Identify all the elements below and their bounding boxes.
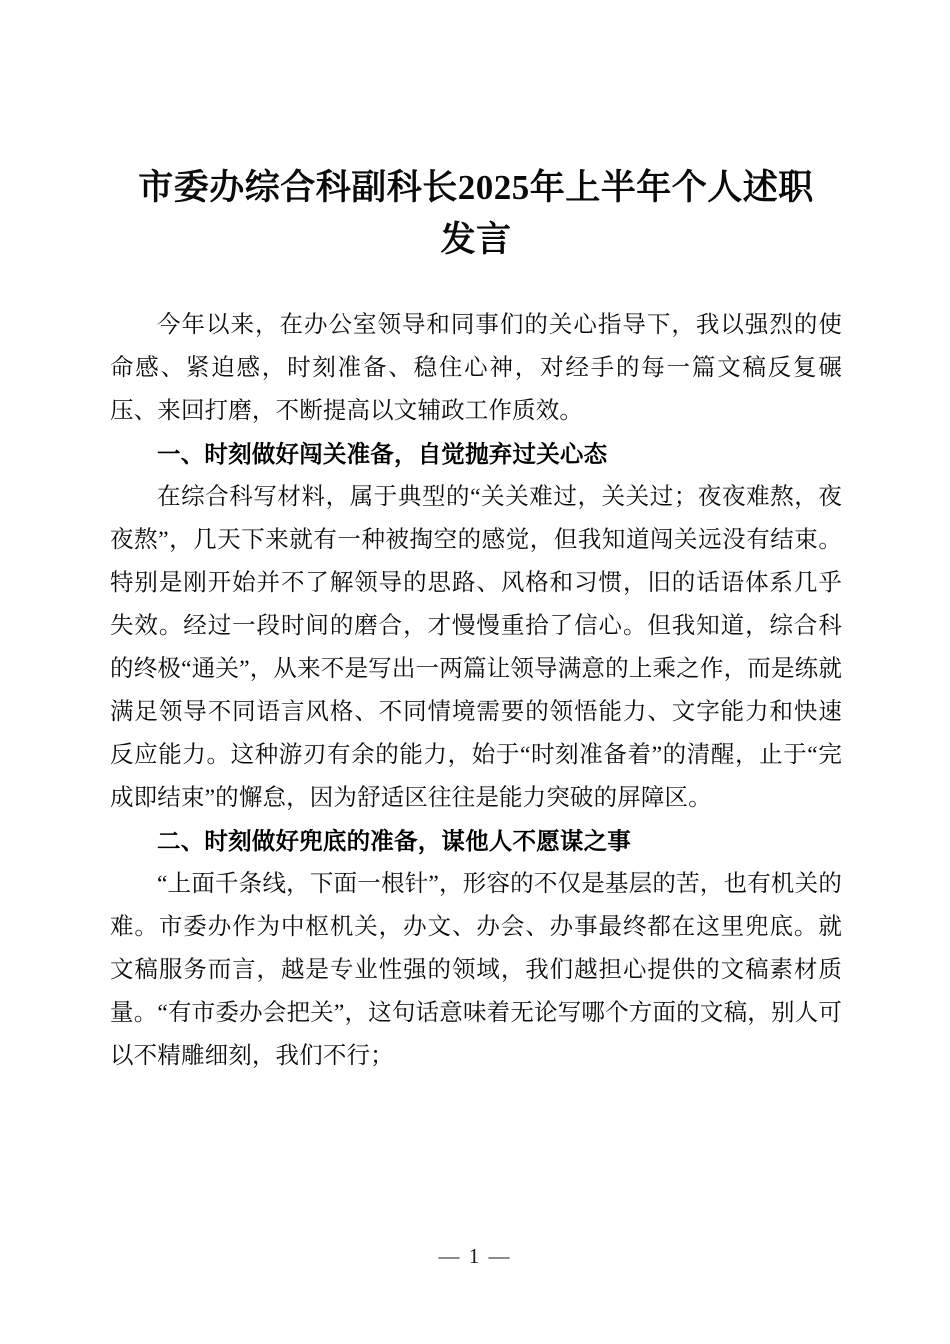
paragraph-intro: 今年以来，在办公室领导和同事们的关心指导下，我以强烈的使命感、紧迫感，时刻准备、稳住心神，对经手的每一篇文稿反复碾压、来回打磨，不断提高以文辅政工作质效。 [110,312,842,424]
page-number-footer: — 1 — [438,1244,512,1268]
section-heading-one: 一、时刻做好闯关准备，自觉抛弃过关心态 [157,440,608,468]
page-title [110,162,842,266]
page-title-line-2: 发言 [440,220,512,259]
page-title-line-1: 市委办综合科副科长2025年上半年个人述职 [138,168,814,207]
document-body [110,162,842,1078]
paragraph-section-one: 在综合科写材料，属于典型的“关关难过，关关过；夜夜难熬，夜夜熬”，几天下来就有一种被掏空的感觉，但我知道闯关远没有结束。特别是刚开始并不了解领导的思路、风格和习惯，旧的话语体系几乎失效。经过一段时间的磨合，才慢慢重拾了信心。但我知道，综合科的终极“通关”，从来不是写出一两篇让领导满意的上乘之作，而是练就满足领导不同语言风格、不同情境需要的领悟能力、文字能力和快速反应能力。这种游刃有余的能力，始于“时刻准备着”的清醒，止于“完成即结束”的懈怠，因为舒适区往往是能力突破的屏障区。 [110,484,842,811]
paragraph-section-two: “上面千条线，下面一根针”，形容的不仅是基层的苦，也有机关的难。市委办作为中枢机关，办文、办会、办事最终都在这里兜底。就文稿服务而言，越是专业性强的领域，我们越担心提供的文稿素材质量。“有市委办会把关”，这句话意味着无论写哪个方面的文稿，别人可以不精雕细刻，我们不行； [110,871,842,1069]
section-heading-two: 二、时刻做好兜底的准备，谋他人不愿谋之事 [157,827,631,855]
title-spacer [110,266,842,304]
